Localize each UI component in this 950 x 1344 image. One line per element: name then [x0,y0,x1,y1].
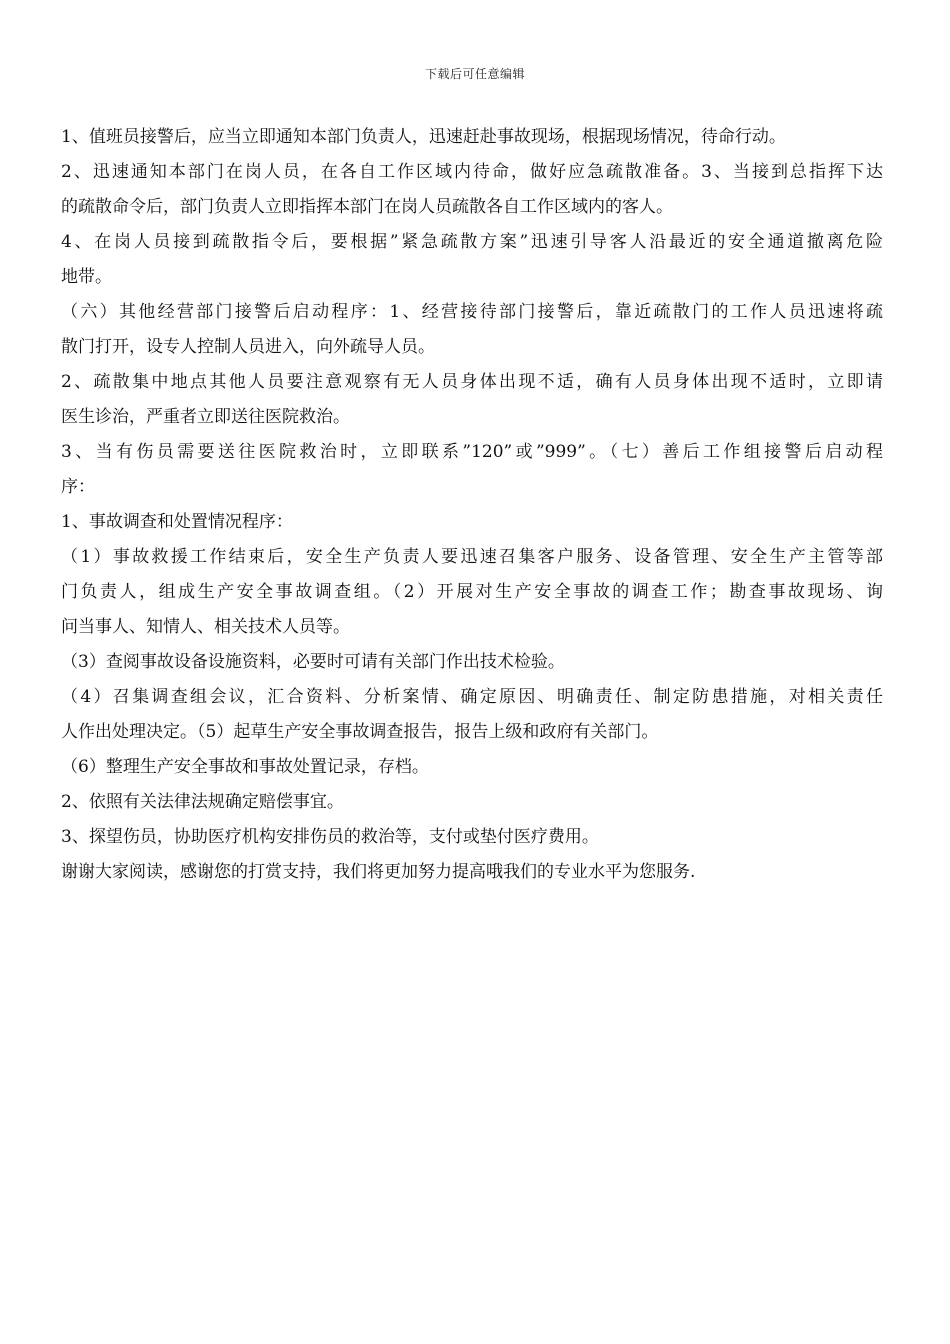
text-line: 的疏散命令后，部门负责人立即指挥本部门在岗人员疏散各自工作区域内的客人。 [61,197,673,217]
document-body [61,120,883,890]
text-line: 谢谢大家阅读，感谢您的打赏支持，我们将更加努力提高哦我们的专业水平为您服务. [61,862,696,882]
body-text [61,120,883,890]
text-line: （3）查阅事故设备设施资料，必要时可请有关部门作出技术检验。 [61,652,565,672]
text-line: 地带。 [61,267,112,287]
text-line: （六）其他经营部门接警后启动程序：1、经营接待部门接警后，靠近疏散门的工作人员迅速将疏 [61,302,883,322]
text-line: 人作出处理决定。（5）起草生产安全事故调查报告，报告上级和政府有关部门。 [61,722,659,742]
text-line: 2、疏散集中地点其他人员要注意观察有无人员身体出现不适，确有人员身体出现不适时，立即请 [61,372,883,392]
text-line: 序： [61,477,95,497]
text-line: 1、事故调查和处置情况程序： [61,512,293,532]
text-line: 3、探望伤员，协助医疗机构安排伤员的救治等，支付或垫付医疗费用。 [61,827,599,847]
text-line: 问当事人、知情人、相关技术人员等。 [61,617,350,637]
text-line: （4）召集调查组会议，汇合资料、分析案情、确定原因、明确责任、制定防患措施，对相关责任 [61,687,883,707]
text-line: （1）事故救援工作结束后，安全生产负责人要迅速召集客户服务、设备管理、安全生产主管等部 [61,547,883,567]
text-line: 2、依照有关法律法规确定赔偿事宜。 [61,792,344,812]
text-line: 医生诊治，严重者立即送往医院救治。 [61,407,350,427]
text-line: 门负责人，组成生产安全事故调查组。（2）开展对生产安全事故的调查工作；勘查事故现场、询 [61,582,883,602]
text-line: 散门打开，设专人控制人员进入，向外疏导人员。 [61,337,435,357]
text-line: 3、当有伤员需要送往医院救治时，立即联系”120”或”999”。（七）善后工作组接警后启动程 [61,442,883,462]
page-header: 下载后可任意编辑 [424,67,525,81]
text-line: 4、在岗人员接到疏散指令后，要根据”紧急疏散方案”迅速引导客人沿最近的安全通道撤离危险 [61,232,883,252]
text-line: 2、迅速通知本部门在岗人员，在各自工作区域内待命，做好应急疏散准备。3、当接到总指挥下达 [61,162,883,182]
text-line: （6）整理生产安全事故和事故处置记录，存档。 [61,757,429,777]
text-line: 1、值班员接警后，应当立即通知本部门负责人，迅速赶赴事故现场，根据现场情况，待命行动。 [61,127,786,147]
